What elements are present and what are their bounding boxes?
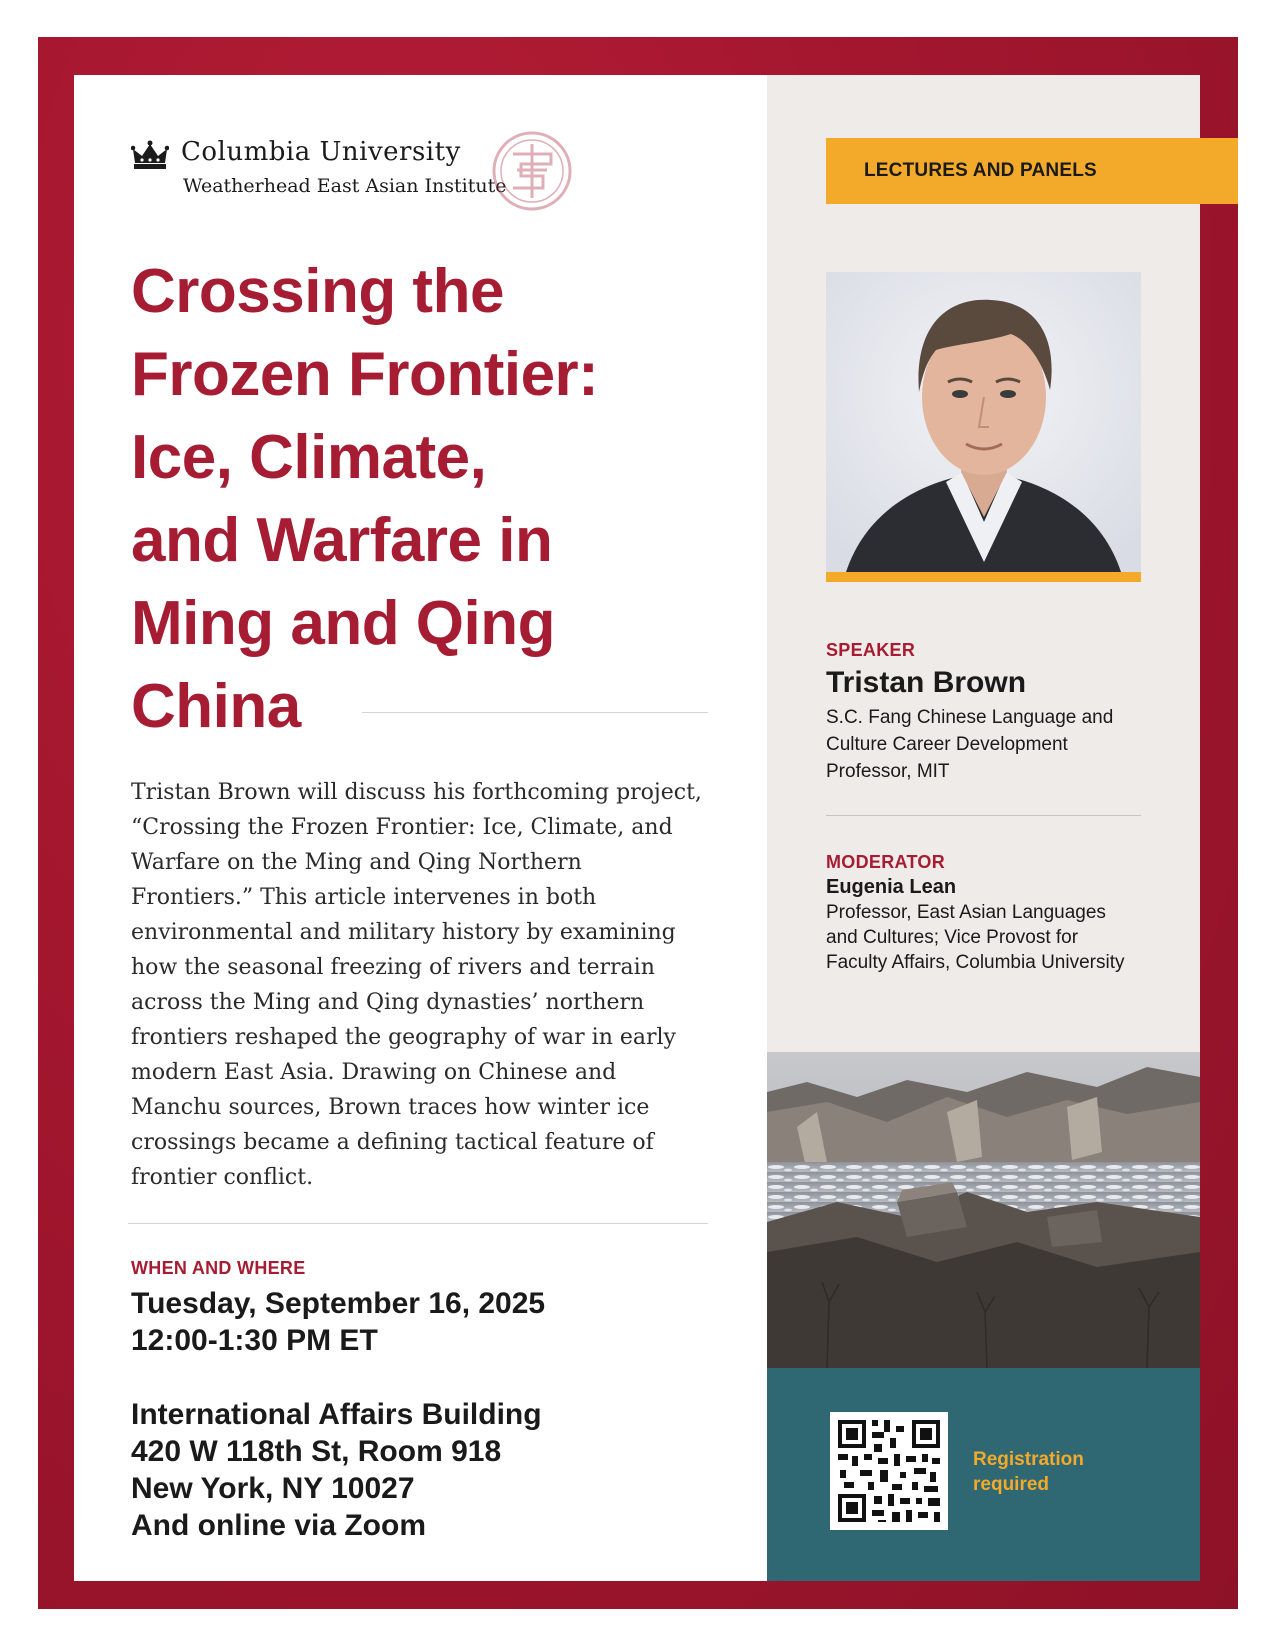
registration-qr-code[interactable] <box>830 1412 948 1530</box>
speaker-name: Tristan Brown <box>826 666 1027 699</box>
title-line: Ice, Climate, <box>131 423 487 492</box>
title-line: and Warfare in <box>131 506 553 575</box>
location-line: 420 W 118th St, Room 918 <box>131 1435 502 1468</box>
event-date: Tuesday, September 16, 2025 <box>131 1287 546 1320</box>
event-title <box>131 250 731 748</box>
speaker-portrait <box>826 272 1141 572</box>
category-banner <box>826 138 1238 204</box>
speaker-divider <box>826 815 1141 816</box>
moderator-affiliation: Professor, East Asian Languages and Cultures; Vice Provost for Faculty Affairs, Columbia University <box>826 902 1125 973</box>
category-label: LECTURES AND PANELS <box>864 160 1097 181</box>
description-divider <box>128 1223 708 1224</box>
location-line: International Affairs Building <box>131 1398 542 1431</box>
title-line: Crossing the <box>131 257 504 326</box>
event-datetime <box>131 1285 691 1359</box>
registration-note: Registration required <box>973 1449 1084 1495</box>
frozen-river-landscape-image <box>767 1052 1200 1368</box>
institute-seal-icon <box>491 130 573 212</box>
title-line: China <box>131 672 301 741</box>
moderator-label: MODERATOR <box>826 852 946 872</box>
portrait-illustration <box>826 272 1141 572</box>
event-description: Tristan Brown will discuss his forthcoming project, “Crossing the Frozen Frontier: Ice, Climate, and Warfare on the Ming and Qing Northern Frontiers.” This article intervenes in both environmental and military history by examining how the seasonal freezing of rivers and terrain across the Ming and Qing dynasties’ northern frontiers reshaped the geography of war in early modern East Asia. Drawing on Chinese and Manchu sources, Brown traces how winter ice crossings became a defining tactical feature of frontier conflict. <box>131 780 702 1190</box>
moderator-name: Eugenia Lean <box>826 876 957 898</box>
event-time: 12:00-1:30 PM ET <box>131 1324 378 1357</box>
institute-name: Weatherhead East Asian Institute <box>183 175 507 197</box>
speaker-affiliation: S.C. Fang Chinese Language and Culture Career Development Professor, MIT <box>826 707 1114 782</box>
when-where-label: WHEN AND WHERE <box>131 1258 306 1278</box>
columbia-logo <box>131 137 581 230</box>
speaker-label: SPEAKER <box>826 640 916 660</box>
event-location <box>131 1396 691 1544</box>
location-line: New York, NY 10027 <box>131 1472 415 1505</box>
portrait-accent-bar <box>826 572 1141 582</box>
title-divider <box>362 712 708 713</box>
title-line: Frozen Frontier: <box>131 340 599 409</box>
university-name: Columbia University <box>181 137 461 167</box>
location-line: And online via Zoom <box>131 1509 427 1542</box>
crown-icon <box>131 140 169 170</box>
title-line: Ming and Qing <box>131 589 555 658</box>
